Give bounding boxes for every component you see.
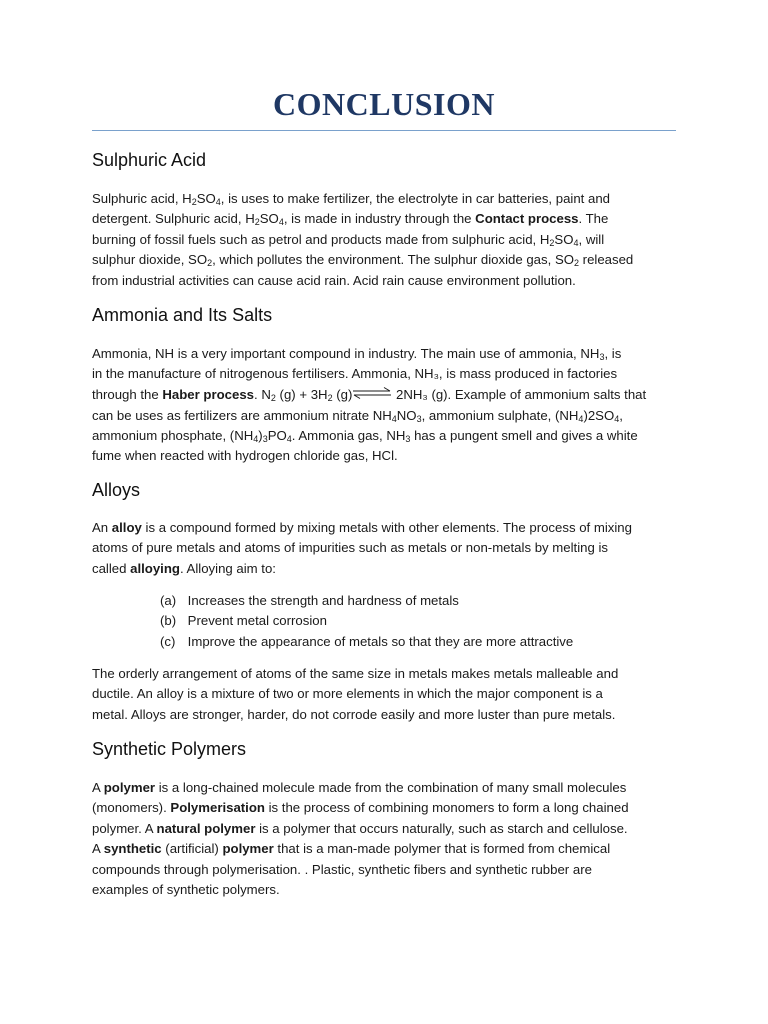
text-line: detergent. Sulphuric acid, $H_2SO_4$, is made in industry through the Contact process. The bbox=[92, 211, 609, 228]
reversible-arrow-icon bbox=[352, 385, 392, 405]
paragraph-polymers bbox=[92, 778, 676, 900]
text-line: burning of fossil fuels such as petrol and products made from sulphuric acid, $H_2SO_4$, will bbox=[92, 231, 605, 248]
page-title: CONCLUSION bbox=[273, 86, 495, 122]
paragraph-ammonia bbox=[92, 344, 676, 467]
text-line: The orderly arrangement of atoms of the same size in metals makes metals malleable and bbox=[92, 666, 619, 681]
list-item: (a) Increases the strength and hardness of metals bbox=[160, 593, 459, 608]
text-line: Ammonia, NH is a very important compound in industry. The main use of ammonia, $NH_3$, is bbox=[92, 346, 622, 362]
heading-alloys: Alloys bbox=[92, 480, 141, 500]
text-line: fume when reacted with hydrogen chloride gas, HCl. bbox=[92, 448, 398, 464]
text-line: from industrial activities can cause acid rain. Acid rain cause environment pollution. bbox=[92, 272, 576, 288]
list-item: (b) Prevent metal corrosion bbox=[160, 613, 327, 629]
text-line: compounds through polymerisation. . Plastic, synthetic fibers and synthetic rubber are bbox=[92, 861, 592, 877]
paragraph-alloys-properties bbox=[92, 664, 676, 725]
alloying-aims-list bbox=[160, 591, 573, 652]
title-divider bbox=[92, 130, 676, 131]
text-line: atoms of pure metals and atoms of impurities such as metals or non-metals by melting is bbox=[92, 540, 608, 556]
text-line: sulphur dioxide, $SO_2$, which pollutes the environment. The sulphur dioxide gas, $SO_2$ released bbox=[92, 252, 634, 269]
text-line: called alloying. Alloying aim to: bbox=[92, 560, 276, 576]
heading-sulphuric-acid: Sulphuric Acid bbox=[92, 150, 207, 170]
heading-ammonia: Ammonia and Its Salts bbox=[92, 305, 273, 325]
paragraph-alloys-intro bbox=[92, 518, 676, 579]
text-line: through the Haber process. $N_2$ $(g) + 3H_2$ (g) 2NH₃ (g). Example of ammonium salts that bbox=[92, 385, 676, 406]
heading-synthetic-polymers: Synthetic Polymers bbox=[92, 739, 247, 759]
text-line: Sulphuric acid, $H_2SO_4$, is uses to make fertilizer, the electrolyte in car batteries, paint and bbox=[92, 191, 610, 207]
paragraph-sulphuric-acid bbox=[92, 189, 676, 291]
text-line: ammonium phosphate, $(NH_4)_3PO_4$. Ammonia gas, $NH_3$ has a pungent smell and gives a white bbox=[92, 427, 638, 444]
text-line: (monomers). Polymerisation is the process of combining monomers to form a long chained bbox=[92, 800, 629, 816]
text-line: A polymer is a long-chained molecule made from the combination of many small molecules bbox=[92, 780, 627, 795]
text-line: in the manufacture of nitrogenous fertilisers. Ammonia, NH₃, is mass produced in factories bbox=[92, 366, 618, 382]
list-item: (c) Improve the appearance of metals so that they are more attractive bbox=[160, 633, 574, 649]
text-line: An alloy is a compound formed by mixing metals with other elements. The process of mixing bbox=[92, 520, 632, 535]
text-line: examples of synthetic polymers. bbox=[92, 882, 280, 898]
text-line: metal. Alloys are stronger, harder, do not corrode easily and more luster than pure metals. bbox=[92, 706, 616, 722]
text-line: A synthetic (artificial) polymer that is a man-made polymer that is formed from chemical bbox=[92, 841, 611, 857]
text-line: polymer. A natural polymer is a polymer that occurs naturally, such as starch and cellulose. bbox=[92, 820, 628, 836]
text-line: ductile. An alloy is a mixture of two or more elements in which the major component is a bbox=[92, 686, 603, 702]
text-line: can be uses as fertilizers are ammonium nitrate $NH_4NO_3$, ammonium sulphate, $(NH_4)2SO_4$, bbox=[92, 407, 623, 424]
